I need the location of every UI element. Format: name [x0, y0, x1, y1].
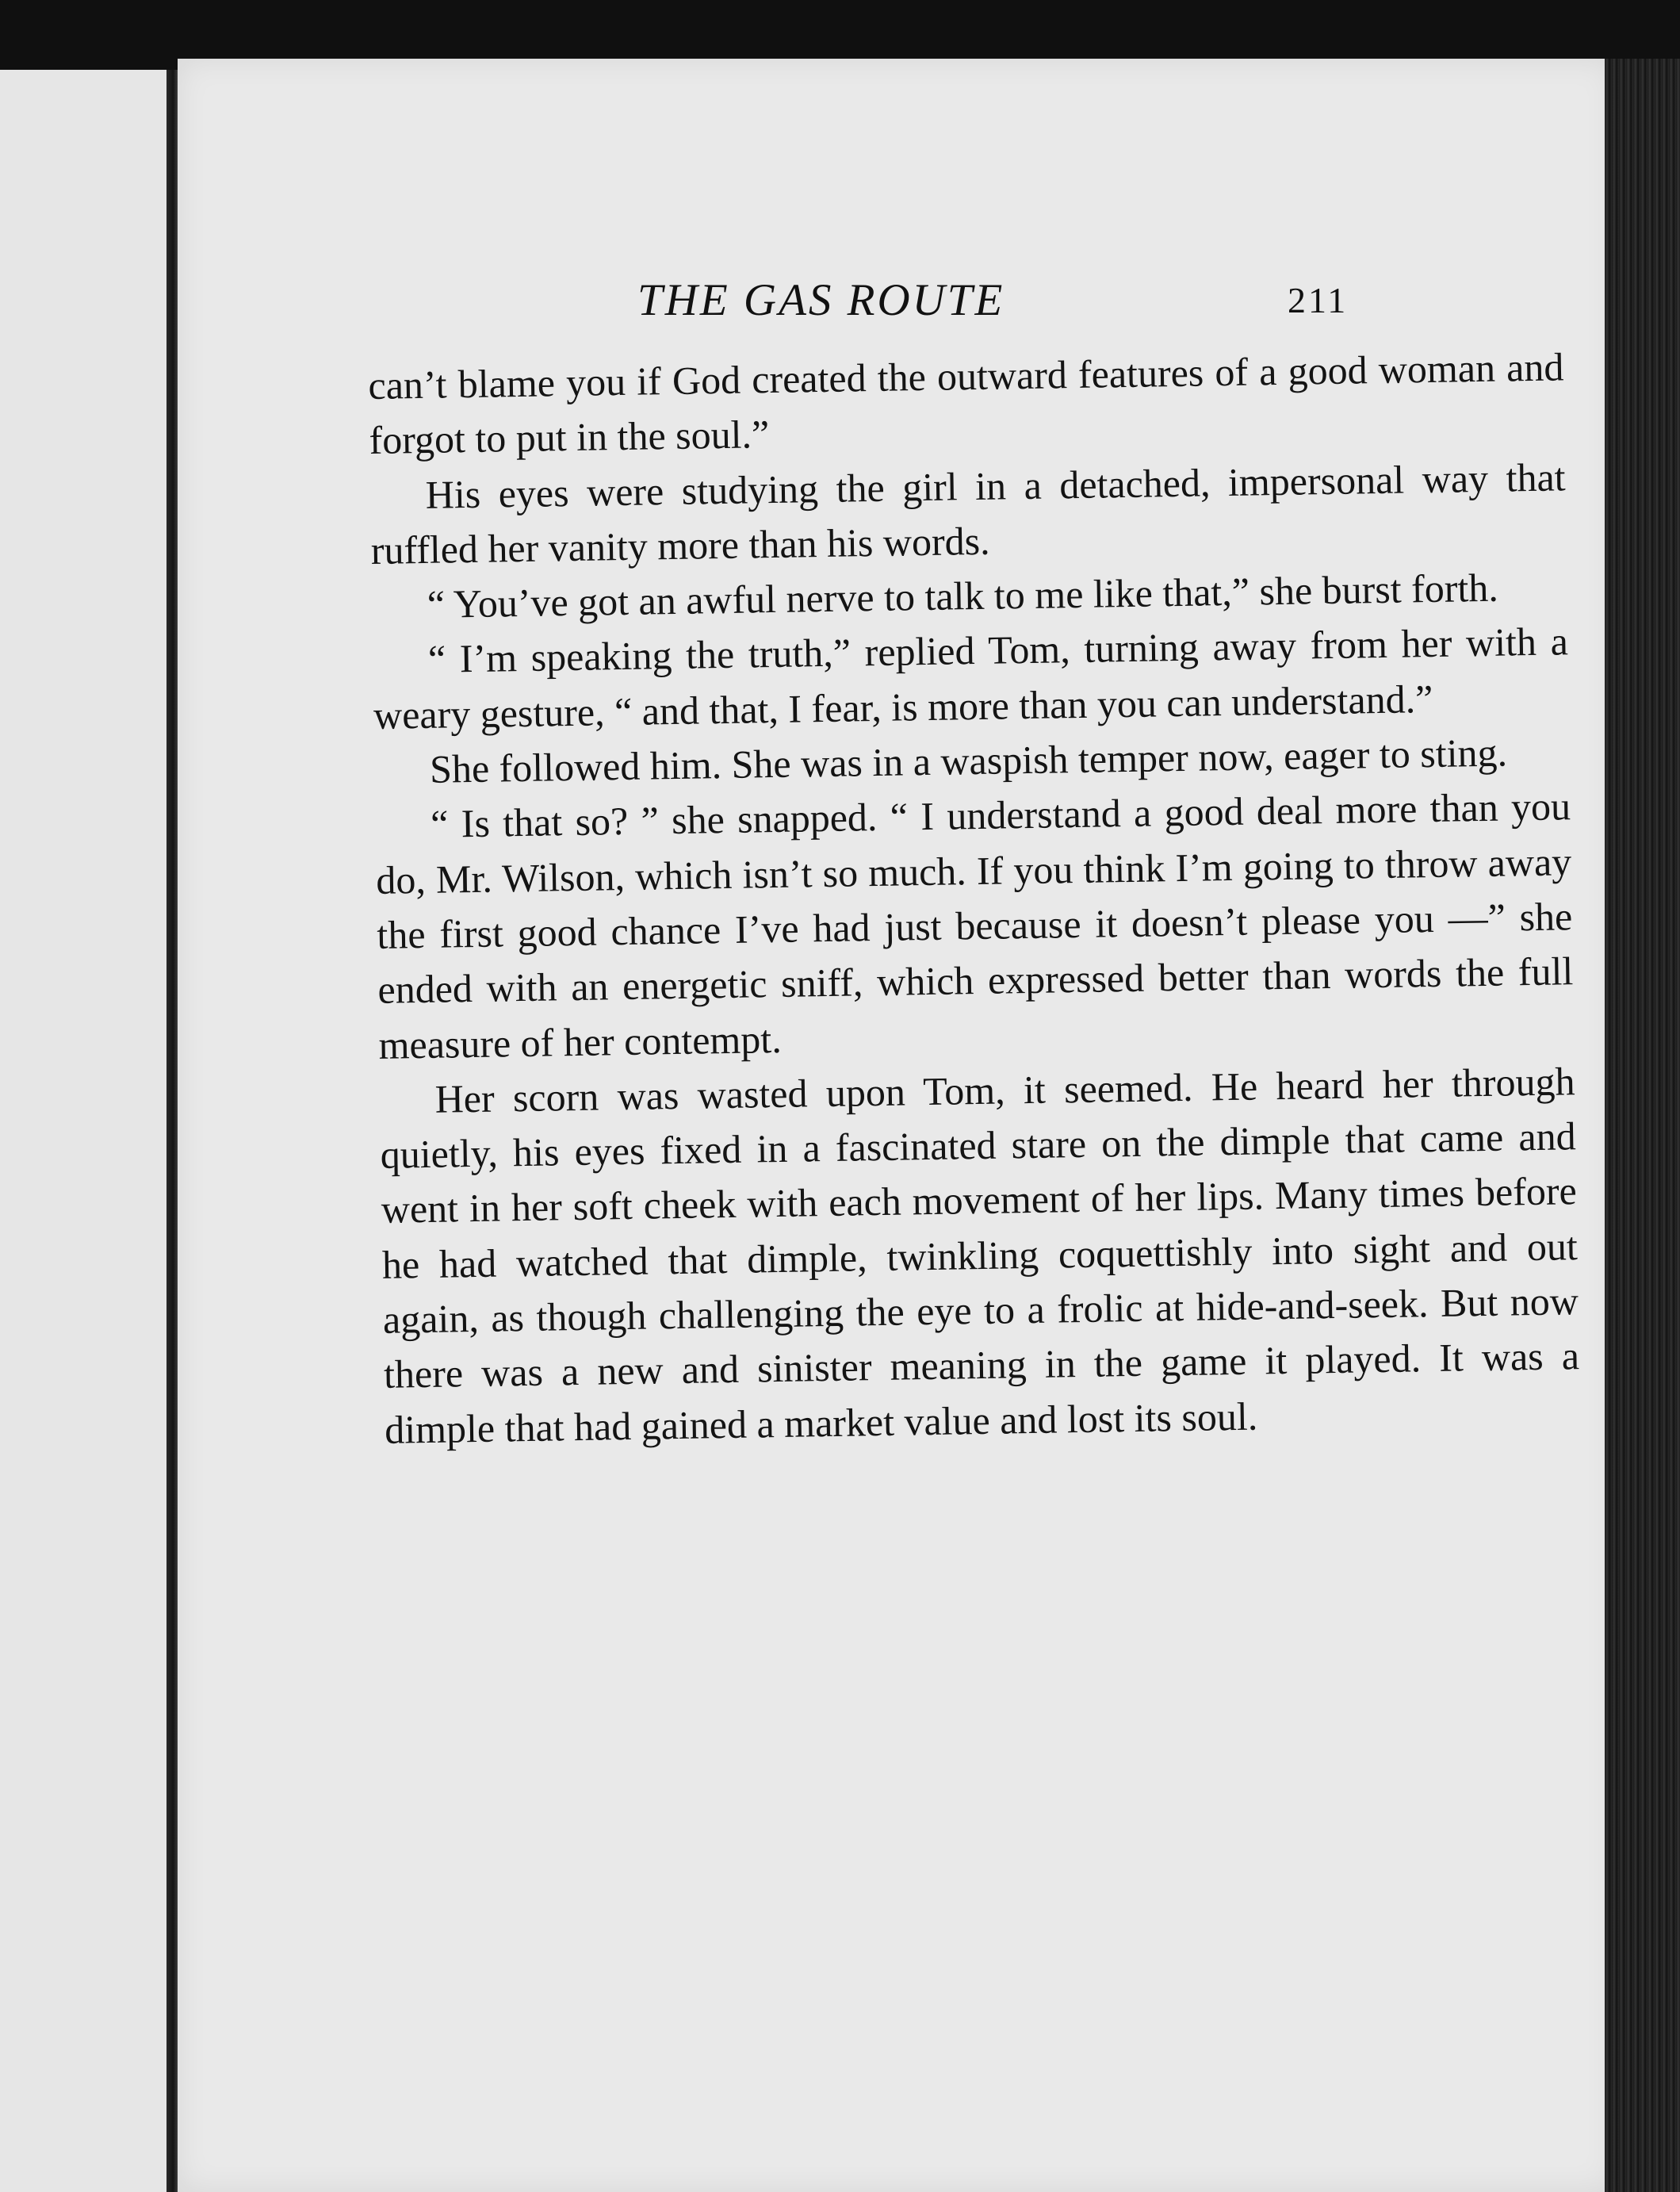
paragraph: “ I’m speaking the truth,” replied Tom, turning away from her with a weary gesture, “ and that, I fear, is more than you can understand.” [373, 619, 1569, 738]
body-text [368, 339, 1581, 1457]
paragraph: His eyes were studying the girl in a detached, impersonal way that ruffled her vanity more than his words. [370, 454, 1566, 573]
facing-page-edge [0, 70, 168, 2192]
page-number: 211 [1288, 280, 1349, 320]
paragraph: Her scorn was wasted upon Tom, it seemed. He heard her through quietly, his eyes fixed in a fascinated stare on the dimple that came and went in her soft cheek with each movement of her lips. Many times before he had watched that dimple, twinkling coquettishly into sight and out again, as though challenging the eye to a frolic at hide-and-seek. But now there was a new and sinister meaning in the game it played. It was a dimple that had gained a market value and lost its soul. [380, 1059, 1580, 1452]
running-title: THE GAS ROUTE [637, 275, 1005, 325]
paragraph: She followed him. She was in a waspish temper now, eager to sting. [429, 730, 1508, 791]
paragraph: can’t blame you if God created the outward features of a good woman and forgot to put in the soul.” [368, 344, 1564, 463]
paragraph: “ You’ve got an awful nerve to talk to me like that,” she burst forth. [427, 565, 1499, 627]
book-block-edge [1605, 59, 1680, 2192]
book-gutter [166, 70, 178, 2192]
page-header [178, 274, 1614, 330]
book-page [178, 59, 1614, 2192]
paragraph: “ Is that so? ” she snapped. “ I understand a good deal more than you do, Mr. Wilson, which isn’t so much. If you think I’m going to throw away the first good chance I’ve had just because it doesn’t please you —” she ended with an energetic sniff, which expressed better than words the full measure of her contempt. [375, 784, 1574, 1067]
